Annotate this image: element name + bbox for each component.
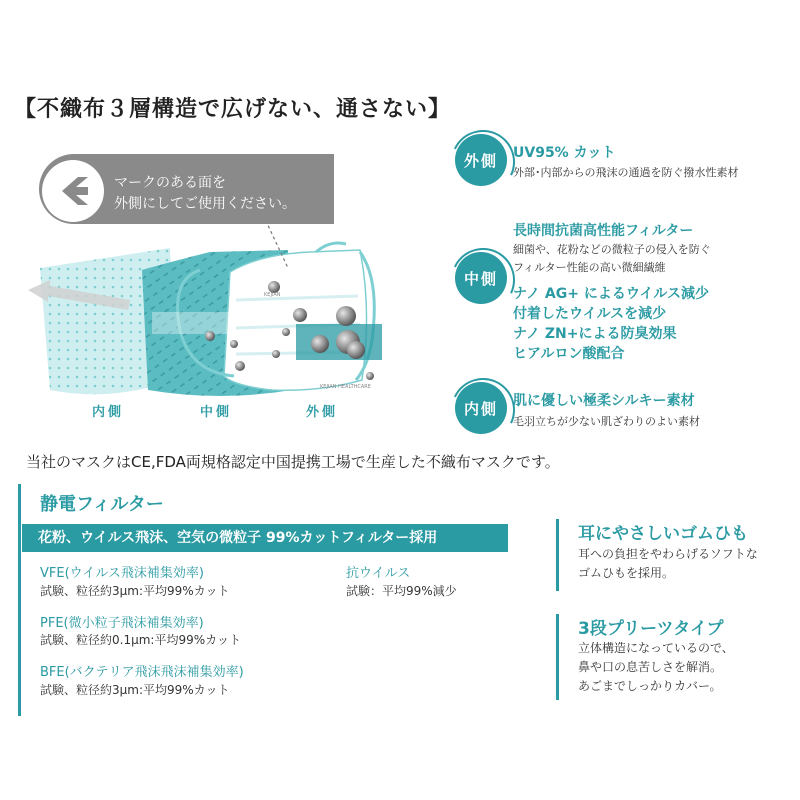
antivirus-desc: 試験：平均99%減少: [346, 584, 457, 598]
inner-head: 肌に優しい極柔シルキー素材: [513, 393, 695, 409]
callout-line-2: 外側にしてご使用ください。: [114, 196, 296, 212]
antivirus-head: 抗ウイルス: [346, 566, 411, 581]
inner-desc: 毛羽立ちが少ない肌ざわりのよい素材: [513, 415, 700, 428]
vfe-head: VFE(ウイルス飛沫補集効率): [40, 566, 204, 581]
outer-head: UV95% カット: [513, 145, 616, 161]
feature-border-2: [556, 614, 559, 700]
bfe-desc: 試験、粒径約3μm:平均99%カット: [40, 683, 230, 697]
feature-ear-loop-head: 耳にやさしいゴムひも: [578, 524, 748, 544]
feature-desc-line: ゴムひもを採用。: [578, 566, 675, 580]
badge-inner: 内側: [455, 382, 507, 434]
label-outer: 外側: [306, 405, 339, 420]
feature-ear-loop-desc: [578, 545, 758, 583]
middle-list-item: ナノ ZN+による防臭効果: [513, 326, 677, 342]
badge-middle: 中側: [455, 252, 507, 304]
outer-desc: 外部･内部からの飛沫の通過を防ぐ撥水性素材: [513, 166, 739, 179]
middle-list-item: ナノ AG+ によるウイルス減少: [513, 286, 709, 302]
feature-desc-line: あごまでしっかりカバー。: [578, 679, 722, 693]
label-middle: 中側: [200, 405, 233, 420]
middle-feature-list: [513, 284, 709, 364]
brand-logo: [42, 160, 104, 222]
badge-outer: 外側: [455, 134, 507, 186]
middle-desc-1: 細菌や、花粉などの微粒子の侵入を防ぐ: [513, 243, 711, 256]
middle-list-item: 付着したウイルスを減少: [513, 306, 667, 322]
vfe-desc: 試験、粒径約3μm:平均99%カット: [40, 584, 230, 598]
production-statement: 当社のマスクはCE,FDA両規格認定中国提携工場で生産した不織布マスクです。: [26, 453, 560, 471]
middle-list-item: ヒアルロン酸配合: [513, 346, 625, 362]
mask-brand-top: KEJIAN: [264, 292, 281, 298]
page-title: 【不織布３層構造で広げない、通さない】: [14, 97, 452, 122]
bfe-head: BFE(バクテリア飛沫飛沫補集効率): [40, 665, 244, 680]
feature-desc-line: 耳への負担をやわらげるソフトな: [578, 547, 758, 561]
feature-pleats-head: 3段プリーツタイプ: [578, 619, 724, 639]
feature-desc-line: 鼻や口の息苦しさを解消。: [578, 660, 723, 674]
filter-banner: 花粉、ウイルス飛沫、空気の微粒子 99%カットフィルター採用: [22, 524, 508, 552]
middle-head: 長時間抗菌高性能フィルター: [513, 223, 694, 239]
callout-line-1: マークのある面を: [114, 175, 226, 191]
filter-panel-border: [18, 484, 21, 716]
feature-border-1: [556, 519, 559, 591]
feature-pleats-desc: [578, 639, 734, 696]
feature-desc-line: 立体構造になっているので、: [578, 641, 734, 655]
middle-desc-2: フィルター性能の高い微細繊維: [513, 261, 666, 274]
label-inner: 内側: [92, 405, 125, 420]
filter-panel-title: 静電フィルター: [40, 494, 164, 515]
callout-text: [114, 173, 334, 215]
mask-brand-side: KEJIAN HEALTHCARE: [320, 384, 371, 390]
pfe-desc: 試験、粒径約0.1μm:平均99%カット: [40, 633, 242, 647]
pfe-head: PFE(微小粒子飛沫補集効率): [40, 616, 204, 631]
